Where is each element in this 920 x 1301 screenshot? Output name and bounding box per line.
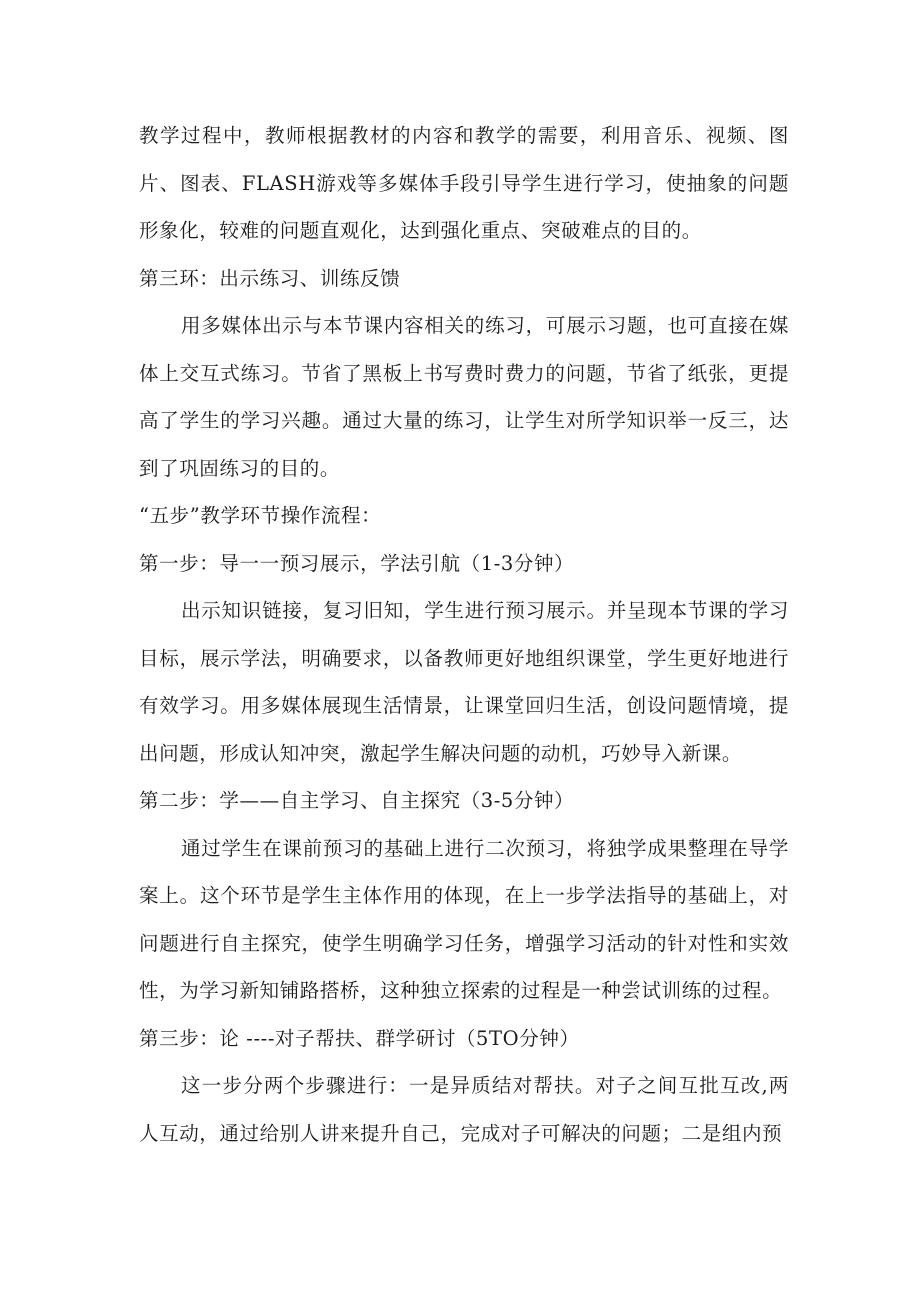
paragraph-step-2: 通过学生在课前预习的基础上进行二次预习，将独学成果整理在导学案上。这个环节是学生主体作用的体现，在上一步学法指导的基础上，对问题进行自主探究，使学生明确学习任务，增强学习活动的针对性和实效性，为学习新知铺路搭桥，这种独立探索的过程是一种尝试训练的过程。 <box>139 836 789 1002</box>
step-heading-3: 第三步：论 ----对子帮扶、群学研讨（5TO分钟） <box>139 1026 580 1050</box>
paragraph-intro-continuation: 教学过程中，教师根据教材的内容和教学的需要，利用音乐、视频、图片、图表、FLASH游戏等多媒体手段引导学生进行学习，使抽象的问题形象化，较难的问题直观化，达到强化重点、突破难点的目的。 <box>139 124 789 242</box>
section-heading-third-link: 第三环：出示练习、训练反馈 <box>139 266 401 290</box>
paragraph-step-3: 这一步分两个步骤进行：一是异质结对帮扶。对子之间互批互改,两人互动，通过给别人讲来提升自己，完成对子可解决的问题；二是组内预 <box>139 1074 789 1145</box>
document-body <box>139 112 789 1157</box>
paragraph-practice-feedback: 用多媒体出示与本节课内容相关的练习，可展示习题，也可直接在媒体上交互式练习。节省了黑板上书写费时费力的问题，节省了纸张，更提高了学生的学习兴趣。通过大量的练习，让学生对所学知识举一反三，达到了巩固练习的目的。 <box>139 314 789 480</box>
section-heading-five-steps: “五步”教学环节操作流程： <box>139 504 382 527</box>
step-heading-1: 第一步：导一一预习展示，学法引航（1-3分钟） <box>139 551 575 575</box>
paragraph-step-1: 出示知识链接，复习旧知，学生进行预习展示。并呈现本节课的学习目标，展示学法，明确要求，以备教师更好地组织课堂，学生更好地进行有效学习。用多媒体展现生活情景，让课堂回归生活，创设问题情境，提出问题，形成认知冲突，激起学生解决问题的动机，巧妙导入新课。 <box>139 599 789 765</box>
step-heading-2: 第二步：学——自主学习、自主探究（3-5分钟） <box>139 789 575 812</box>
